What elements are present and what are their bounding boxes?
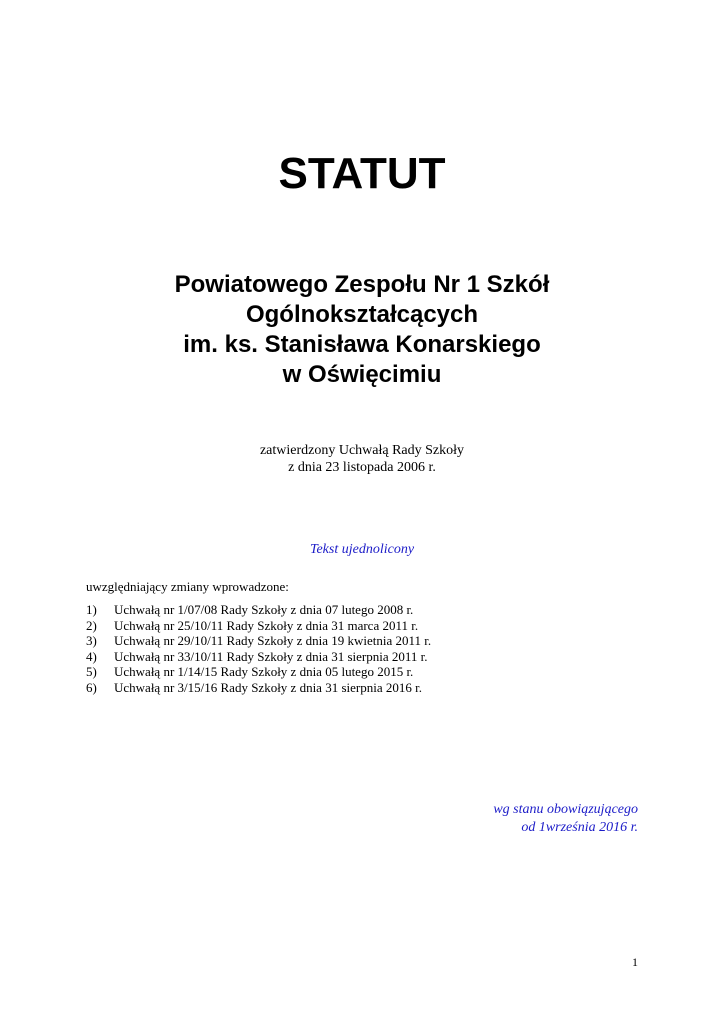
consolidated-text-label: Tekst ujednolicony <box>309 542 415 557</box>
list-item-text: Uchwałą nr 33/10/11 Rady Szkoły z dnia 31 sierpnia 2011 r. <box>114 648 428 664</box>
list-item-number: 6) <box>86 679 97 695</box>
status-note <box>493 801 638 837</box>
list-item-number: 3) <box>86 633 97 649</box>
list-item-text: Uchwałą nr 29/10/11 Rady Szkoły z dnia 19 kwietnia 2011 r. <box>114 633 432 649</box>
school-name-line: Powiatowego Zespołu Nr 1 Szkół <box>174 271 550 298</box>
approval-line: zatwierdzony Uchwałą Rady Szkoły <box>259 443 465 458</box>
list-item <box>86 618 431 634</box>
changes-intro: uwzględniający zmiany wprowadzone: <box>86 579 289 594</box>
list-item-number: 2) <box>86 617 97 633</box>
list-item-text: Uchwałą nr 3/15/16 Rady Szkoły z dnia 31 sierpnia 2016 r. <box>114 679 422 695</box>
list-item-number: 4) <box>86 648 97 664</box>
list-item <box>86 649 431 665</box>
changes-list <box>86 602 431 696</box>
list-item-text: Uchwałą nr 25/10/11 Rady Szkoły z dnia 31 marca 2011 r. <box>114 617 419 633</box>
list-item <box>86 633 431 649</box>
approval-line: z dnia 23 listopada 2006 r. <box>288 460 436 475</box>
page-number: 1 <box>632 955 638 969</box>
school-name-line: w Oświęcimiu <box>282 361 442 388</box>
list-item-number: 1) <box>86 602 97 617</box>
list-item <box>86 680 431 696</box>
approval-note <box>0 442 724 476</box>
list-item-number: 5) <box>86 664 97 680</box>
school-name <box>0 270 724 390</box>
list-item-text: Uchwałą nr 1/14/15 Rady Szkoły z dnia 05 lutego 2015 r. <box>114 664 414 680</box>
document-title: STATUT <box>278 149 446 198</box>
list-item <box>86 664 431 680</box>
school-name-line: im. ks. Stanisława Konarskiego <box>183 331 541 358</box>
status-line: od 1września 2016 r. <box>521 820 638 835</box>
school-name-line: Ogólnokształcących <box>245 301 479 328</box>
status-line: wg stanu obowiązującego <box>493 802 638 817</box>
list-item <box>86 602 431 618</box>
list-item-text: Uchwałą nr 1/07/08 Rady Szkoły z dnia 07 lutego 2008 r. <box>114 602 414 617</box>
